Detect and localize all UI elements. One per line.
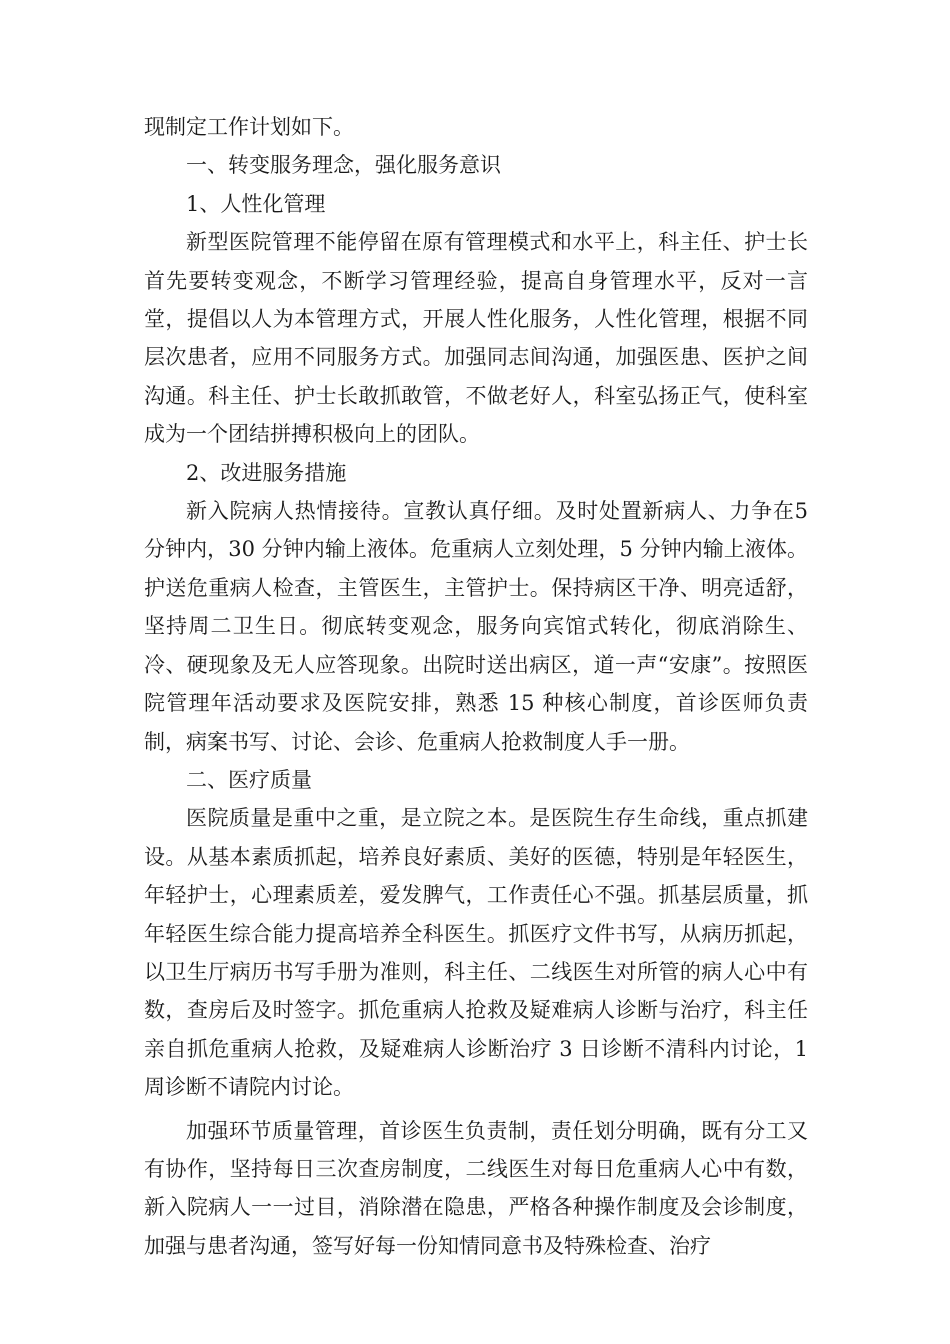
section-2-body-2: 加强环节质量管理，首诊医生负责制，责任划分明确，既有分工又有协作，坚持每日三次查房制度，二线医生对每日危重病人心中有数，新入院病人一一过目，消除潜在隐患，严格各种操作制度及会诊制度，加强与患者沟通，签写好每一份知情同意书及特殊检查、治疗: [144, 1118, 808, 1258]
section-2-body-1: 医院质量是重中之重，是立院之本。是医院生存生命线，重点抓建设。从基本素质抓起，培养良好素质、美好的医德，特别是年轻医生，年轻护士，心理素质差，爱发脾气，工作责任心不强。抓基层质量，抓年轻医生综合能力提高培养全科医生。抓医疗文件书写，从病历抓起，以卫生厅病历书写手册为准则，科主任、二线医生对所管的病人心中有数，查房后及时签字。抓危重病人抢救及疑难病人诊断与治疗，科主任亲自抓危重病人抢救，及疑难病人诊断治疗 3 日诊断不清科内讨论，1 周诊断不请院内讨论。: [144, 806, 808, 1100]
subsection-1-body: 新型医院管理不能停留在原有管理模式和水平上，科主任、护士长首先要转变观念，不断学习管理经验，提高自身管理水平，反对一言堂，提倡以人为本管理方式，开展人性化服务，人性化管理，根据不同层次患者，应用不同服务方式。加强同志间沟通，加强医患、医护之间沟通。科主任、护士长敢抓敢管，不做老好人，科室弘扬正气，使科室成为一个团结拼搏积极向上的团队。: [144, 230, 808, 447]
subsection-2-body: 新入院病人热情接待。宣教认真仔细。及时处置新病人、力争在5分钟内，30 分钟内输上液体。危重病人立刻处理，5 分钟内输上液体。护送危重病人检查，主管医生，主管护士。保持病区干净、明亮适舒，坚持周二卫生日。彻底转变观念，服务向宾馆式转化，彻底消除生、冷、硬现象及无人应答现象。出院时送出病区，道一声“安康”。按照医院管理年活动要求及医院安排，熟悉 15 种核心制度，首诊医师负责制，病案书写、讨论、会诊、危重病人抢救制度人手一册。: [144, 499, 808, 754]
section-2-title: 二、医疗质量: [186, 767, 312, 792]
document-page: [144, 108, 808, 1265]
subsection-2-title: 2、改进服务措施: [186, 460, 347, 485]
section-1-title: 一、转变服务理念，强化服务意识: [186, 153, 501, 178]
intro-paragraph: 现制定工作计划如下。: [144, 115, 354, 139]
subsection-1-title: 1、人性化管理: [186, 191, 326, 216]
